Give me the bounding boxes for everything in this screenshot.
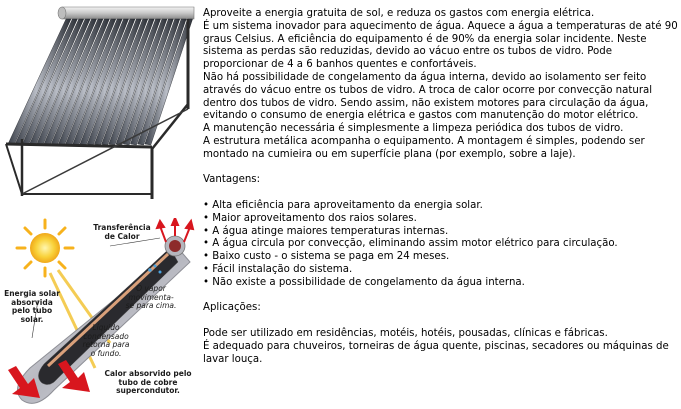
- spacer: [203, 162, 679, 175]
- advantages-heading: Vantagens:: [203, 174, 261, 186]
- applications-paragraph: É adequado para chuveiros, torneiras de água quente, piscinas, secadores ou máquinas de lavar louça.: [203, 340, 669, 365]
- advantage-item: • Baixo custo - o sistema se paga em 24 meses.: [203, 251, 679, 264]
- spacer: [203, 315, 679, 328]
- description-text: [203, 8, 679, 366]
- advantage-item: • Maior aproveitamento dos raios solares.: [203, 213, 679, 226]
- spacer: [203, 290, 679, 303]
- label-vapor: O vapor movimenta-se para cima.: [125, 284, 177, 310]
- label-heat-absorbed: Calor absorvido pelo tubo de cobre supercondutor.: [104, 369, 192, 395]
- intro-paragraph: É um sistema inovador para aquecimento de água. Aquece a água a temperaturas de até 90 graus Celsius. A eficiência do equipamento é de 90% da energia solar incidente. Neste sistema as perdas são reduzidas, devido ao vácuo entre os tubos de vidro. Pode proporcionar de 4 a 6 banhos quentes e confortáveis.: [203, 20, 678, 71]
- intro-paragraph: A manutenção necessária é simplesmente a limpeza periódica dos tubos de vidro.: [203, 123, 624, 135]
- advantage-item: • Não existe a possibilidade de congelamento da água interna.: [203, 277, 679, 290]
- sun-icon: [17, 220, 73, 276]
- intro-paragraph: A estrutura metálica acompanha o equipamento. A montagem é simples, podendo ser montado na cumieira ou em superfície plana (por exemplo, sobre a laje).: [203, 135, 645, 160]
- advantage-item: • A água atinge maiores temperaturas internas.: [203, 226, 679, 239]
- solar-heater-photo: [2, 4, 198, 200]
- label-heat-transfer: Transferência de Calor: [93, 223, 151, 241]
- applications-heading: Aplicações:: [203, 302, 261, 314]
- intro-paragraph: Não há possibilidade de congelamento da água interna, devido ao isolamento ser feito através do vácuo entre os tubos de vidro. A troca de calor ocorre por convecção natural dentro dos tubos de vidro. Sendo assim, não existem motores para circulação da água, evitando o consumo de energia elétrica e gastos com manutenção do motor elétrico.: [203, 71, 653, 122]
- advantage-item: • Fácil instalação do sistema.: [203, 264, 679, 277]
- advantage-item: • Alta eficiência para aproveitamento da energia solar.: [203, 200, 679, 213]
- advantage-item: • A água circula por convecção, eliminando assim motor elétrico para circulação.: [203, 238, 679, 251]
- label-solar-energy: Energia solar absorvida pelo tubo solar.: [4, 289, 60, 324]
- spacer: [203, 187, 679, 200]
- advantages-list: [203, 200, 679, 290]
- label-liquid: Líquido condensado retorna para o fundo.: [82, 323, 130, 358]
- applications-paragraph: Pode ser utilizado em residências, motéis, hotéis, pousadas, clínicas e fábricas.: [203, 327, 608, 339]
- intro-paragraph: Aproveite a energia gratuita de sol, e reduza os gastos com energia elétrica.: [203, 8, 595, 19]
- illustrations-column: [0, 0, 200, 409]
- heat-pipe-diagram: [0, 218, 200, 409]
